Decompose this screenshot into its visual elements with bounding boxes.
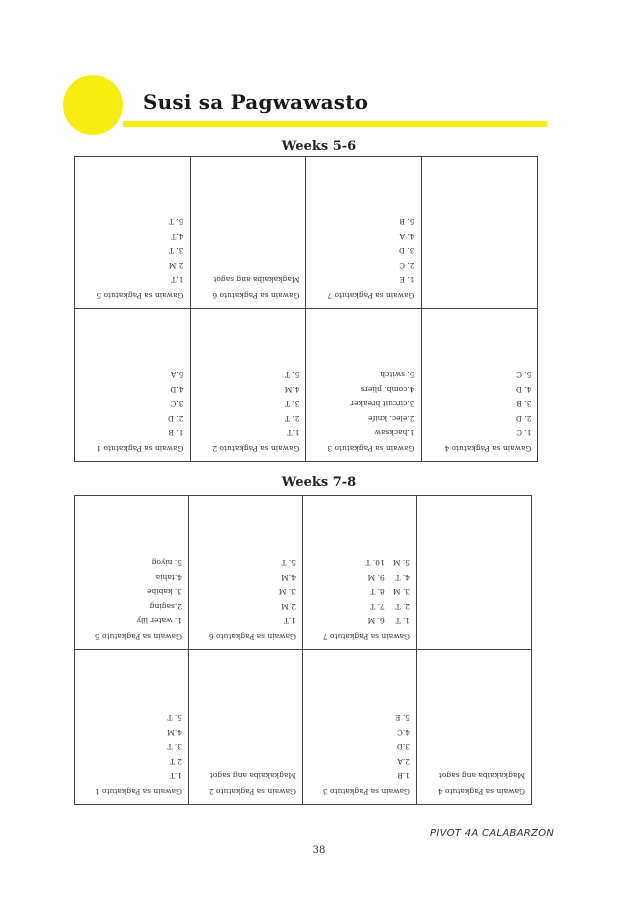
rotated-answer-content: [189, 496, 302, 649]
answer-line: 4. T: [395, 573, 410, 582]
answer-line: 9. M: [367, 573, 385, 582]
answer-cell: [75, 309, 191, 461]
answer-line: 5. switch: [380, 370, 415, 380]
answer-line: 5. B: [399, 217, 415, 227]
answer-line: 3.circuit breaker: [350, 399, 415, 409]
activity-heading: Gawain sa Pagkatuto 1: [96, 444, 184, 453]
answer-cell: [191, 157, 307, 309]
rotated-answer-content: [75, 309, 190, 461]
rotated-answer-content: [417, 496, 531, 649]
answer-line: 2. D: [515, 414, 531, 423]
answer-line: 7. T: [370, 602, 385, 611]
activity-heading: Gawain sa Pagkatuto 3: [322, 787, 410, 796]
activity-heading: Gawain sa Pagkatuto 7: [327, 291, 415, 300]
rotated-answer-content: [417, 650, 531, 804]
answer-line: 1.hacksaw: [374, 428, 415, 438]
rotated-answer-content: [303, 650, 416, 804]
decorative-circle: [63, 75, 123, 135]
answer-line: 4. D: [515, 385, 531, 394]
answer-line: 1. T: [395, 616, 410, 626]
answer-line: 1. E: [399, 275, 415, 285]
answer-cell: [75, 157, 191, 309]
answer-line: 3. T: [168, 246, 184, 256]
answer-line: Magkakaiba ang sagot: [438, 771, 525, 781]
answer-line: 3.D: [396, 742, 410, 752]
section-title-weeks-7-8: Weeks 7-8: [281, 475, 357, 490]
rotated-answer-content: [189, 650, 302, 804]
answer-line: 2. D: [167, 414, 184, 423]
activity-heading: Gawain sa Pagkatuto 5: [94, 632, 182, 641]
answer-line: 8. T: [370, 587, 385, 597]
activity-heading: Gawain sa Pagkatuto 2: [208, 787, 296, 796]
answer-line: 1.T: [169, 771, 182, 781]
answer-line: 3. M: [278, 587, 296, 597]
answer-line: 4.C: [397, 728, 410, 737]
answer-line: 2. C: [399, 261, 415, 270]
answer-cell: [75, 496, 189, 650]
footer-brand: PIVOT 4A CALABARZON: [430, 828, 555, 839]
answer-cell: [417, 650, 531, 804]
answer-line: 2.saging: [149, 602, 182, 611]
answer-line: 4.comb. pliers: [360, 385, 415, 394]
rotated-answer-content: [306, 157, 421, 308]
answer-line: 5. T: [167, 713, 182, 723]
activity-heading: Gawain sa Pagkatuto 4: [443, 444, 531, 453]
activity-heading: Gawain sa Pagkatuto 6: [208, 632, 296, 641]
section-title-weeks-5-6: Weeks 5-6: [281, 139, 357, 154]
answer-cell: [303, 496, 417, 650]
answer-line: 5. T: [168, 217, 184, 227]
answer-line: 5.A: [170, 370, 184, 380]
answer-line: 4.M: [167, 728, 182, 737]
answer-cell: [417, 496, 531, 650]
answer-line: 1. C: [515, 428, 531, 438]
answer-cell: [303, 650, 417, 804]
page-number: 38: [312, 845, 326, 856]
answer-line: 3. T: [284, 399, 299, 409]
answer-line: 5. niyog: [151, 558, 182, 568]
answer-line: 2 T: [169, 757, 182, 766]
answer-cell: [422, 309, 538, 461]
answer-line: 3. B: [515, 399, 531, 409]
answer-line: 4. A: [399, 232, 415, 241]
answer-line: 5. T: [284, 370, 299, 380]
answer-line: 6. M: [367, 616, 385, 626]
answer-line: 5. T: [281, 558, 296, 568]
answer-line: 2 M: [281, 602, 296, 611]
answer-line: 4.T: [171, 232, 184, 241]
answer-line: 3. D: [398, 246, 415, 256]
answer-cell: [189, 650, 303, 804]
answer-line: 4.M: [281, 573, 296, 582]
answer-line: Magkakaiba ang sagot: [209, 771, 296, 781]
answer-key-table-weeks-5-6: [74, 156, 538, 462]
answer-line: 4.tahia: [155, 573, 182, 582]
answer-column: [393, 555, 410, 628]
rotated-answer-content: [422, 309, 538, 461]
activity-heading: Gawain sa Pagkatuto 7: [322, 632, 410, 641]
answer-line: 3. kabibe: [147, 587, 182, 597]
answer-line: 2. T: [284, 414, 299, 423]
answer-line: 2. T: [395, 602, 410, 611]
answer-line: 1.T: [283, 616, 296, 626]
answer-key-table-weeks-7-8: [74, 495, 532, 805]
rotated-answer-content: [75, 157, 190, 308]
answer-cell: [422, 157, 538, 309]
answer-line: 5. C: [515, 370, 531, 380]
title-underline-bar: [123, 121, 547, 127]
answer-columns: [309, 555, 410, 628]
answer-line: 1. water lily: [136, 616, 182, 626]
page-title: Susi sa Pagwawasto: [143, 90, 369, 114]
rotated-answer-content: [303, 496, 416, 649]
answer-line: 10. T: [365, 558, 385, 568]
rotated-answer-content: [191, 157, 306, 308]
answer-line: 5. E: [394, 713, 410, 723]
answer-line: 1. B: [168, 428, 184, 438]
activity-heading: Gawain sa Pagkatuto 4: [437, 787, 525, 796]
activity-heading: Gawain sa Pagkatuto 5: [96, 291, 184, 300]
activity-heading: Gawain sa Pagkatuto 3: [327, 444, 415, 453]
answer-line: 2.A: [397, 757, 410, 766]
answer-line: 2.elec. knife: [368, 414, 415, 423]
rotated-answer-content: [191, 309, 306, 461]
answer-cell: [191, 309, 307, 461]
answer-line: 3.C: [170, 399, 184, 409]
answer-line: 1.T: [286, 428, 299, 438]
answer-cell: [75, 650, 189, 804]
activity-heading: Gawain sa Pagkatuto 2: [211, 444, 299, 453]
rotated-answer-content: [422, 157, 538, 308]
answer-line: 2 M: [168, 261, 184, 270]
answer-line: 1.B: [397, 771, 410, 781]
answer-line: 3. M: [392, 587, 410, 597]
answer-line: 3. T: [167, 742, 182, 752]
answer-line: 1.T: [171, 275, 184, 285]
answer-line: 5. M: [392, 558, 410, 568]
rotated-answer-content: [306, 309, 421, 461]
answer-column: [365, 555, 384, 628]
answer-line: 4.D: [170, 385, 184, 394]
rotated-answer-content: [75, 496, 188, 649]
answer-cell: [306, 157, 422, 309]
answer-cell: [189, 496, 303, 650]
activity-heading: Gawain sa Pagkatuto 1: [94, 787, 182, 796]
answer-line: 4.M: [284, 385, 299, 394]
activity-heading: Gawain sa Pagkatuto 6: [211, 291, 299, 300]
answer-cell: [306, 309, 422, 461]
rotated-answer-content: [75, 650, 188, 804]
answer-line: Magkakaiba ang sagot: [212, 275, 299, 285]
